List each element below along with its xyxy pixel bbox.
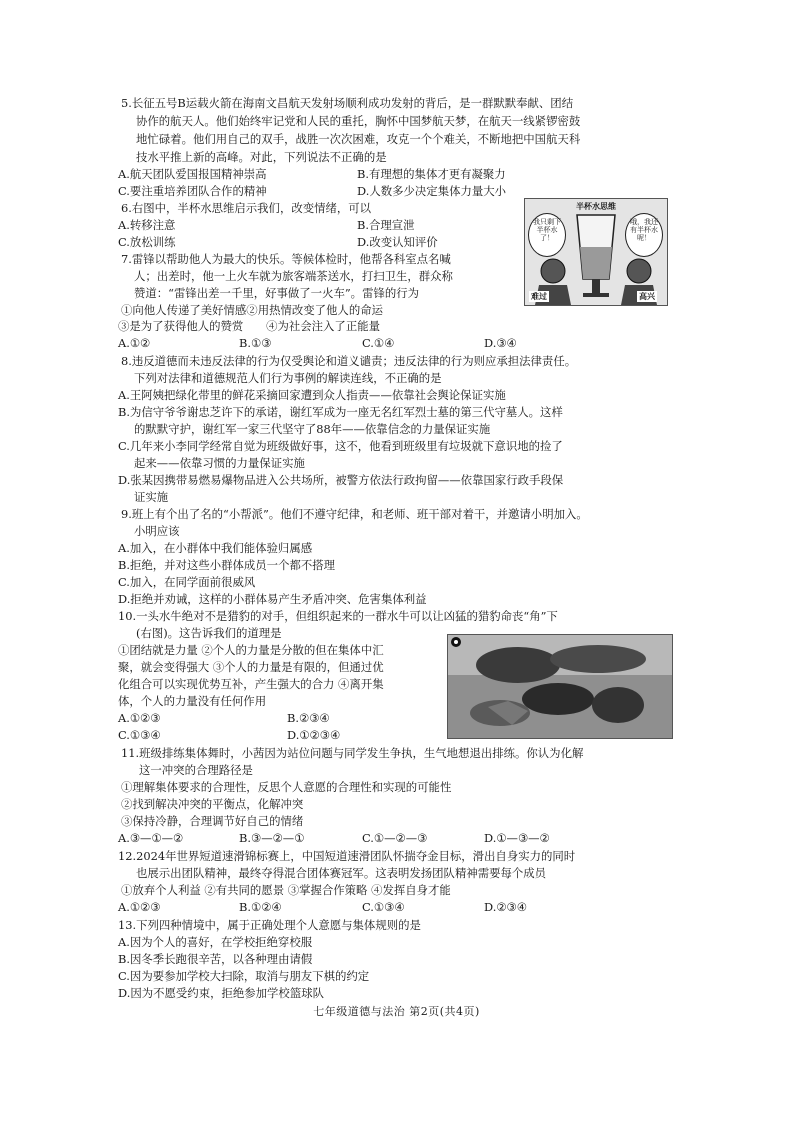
q10-stem-line-1: 10.一头水牛绝对不是猎豹的对手，但组织起来的一群水牛可以让凶猛的猎豹命丧“角”下 [118,609,558,623]
q11-statement-1: ①理解集体要求的合理性，反思个人意愿的合理性和实现的可能性 [121,780,452,794]
q9-stem-line-1: 9.班上有个出了名的“小帮派”。他们不遵守纪律，和老师、班干部对着干，并邀请小明加入。 [121,507,588,521]
q12-stem-line-1: 12.2024年世界短道速滑锦标赛上，中国短道速滑团队怀揣夺金目标，滑出自身实力的同时 [118,849,576,863]
q12-option-d[interactable]: D.②③④ [484,900,527,914]
q10-option-a[interactable]: A.①②③ [118,711,161,725]
sad-label: 难过 [531,291,547,301]
q5-option-b[interactable]: B.有理想的集体才更有凝聚力 [357,167,506,181]
q6-option-b[interactable]: B.合理宣泄 [357,218,415,232]
q7-option-b[interactable]: B.①③ [239,336,272,350]
q12-option-b[interactable]: B.①②④ [239,900,282,914]
q10-statement-line-1: ①团结就是力量 ②个人的力量是分散的但在集体中汇 [118,643,384,657]
q10-statement-line-3: 化组合可以实现优势互补，产生强大的合力 ④离开集 [118,677,384,691]
q7-stem-line-1: 7.雷锋以帮助他人为最大的快乐。等候体检时，他帮各科室点名喊 [121,252,451,266]
q5-stem-line-2: 协作的航天人。他们始终牢记党和人民的重托，胸怀中国梦航天梦，在航天一线紧锣密鼓 [136,114,581,128]
q12-option-c[interactable]: C.①③④ [362,900,405,914]
half-cup-cartoon-title: 半杯水思维 [576,201,616,211]
q10-option-d[interactable]: D.①②③④ [287,728,341,742]
q13-option-d[interactable]: D.因为不愿受约束，拒绝参加学校篮球队 [118,986,324,1000]
q6-option-a[interactable]: A.转移注意 [118,218,176,232]
q8-stem-line-1: 8.违反道德而未违反法律的行为仅受舆论和道义谴责；违反法律的行为则应承担法律责任。 [121,354,577,368]
q8-option-b-line-2: 的默默守护，谢红军一家三代坚守了88年——依靠信念的力量保证实施 [134,422,491,436]
q13-stem: 13.下列四种情境中，属于正确处理个人意愿与集体规则的是 [118,918,421,932]
q11-stem-line-2: 这一冲突的合理路径是 [139,763,253,777]
q8-option-a[interactable]: A.王阿姨把绿化带里的鲜花采摘回家遭到众人指责——依靠社会舆论保证实施 [118,388,506,402]
q5-stem-line-3: 地忙碌着。他们用自己的双手，战胜一次次困难，攻克一个个难关，不断地把中国航天科 [136,132,581,146]
q7-option-d[interactable]: D.③④ [484,336,517,350]
q6-option-d[interactable]: D.改变认知评价 [357,235,438,249]
q7-option-c[interactable]: C.①④ [362,336,395,350]
right-speech-bubble: 哦，我还有半杯水呢！ [625,213,663,257]
q12-option-a[interactable]: A.①②③ [118,900,161,914]
q5-stem-line-1: 5.长征五号B运载火箭在海南文昌航天发射场顺利成功发射的背后，是一群默默奉献、团结 [121,96,574,110]
q5-stem-line-4: 技水平推上新的高峰。对此，下列说法不正确的是 [136,150,387,164]
q8-option-c-line-2: 起来——依靠习惯的力量保证实施 [134,456,305,470]
q11-option-c[interactable]: C.①—②—③ [362,831,428,845]
q7-stem-line-3: 赞道：“雷锋出差一千里，好事做了一火车”。雷锋的行为 [134,286,420,300]
half-cup-illustration [525,199,667,305]
page-footer: 七年级道德与法治 第2页(共4页) [313,1005,480,1018]
q10-statement-line-2: 聚，就会变得强大 ③个人的力量是有限的，但通过优 [118,660,384,674]
q9-stem-line-2: 小明应该 [134,524,180,538]
q13-option-a[interactable]: A.因为个人的喜好，在学校拒绝穿校服 [118,935,313,949]
left-speech-bubble: 我只剩下半杯水了！ [528,213,566,257]
q11-statement-2: ②找到解决冲突的平衡点，化解冲突 [121,797,304,811]
q8-option-b-line-1[interactable]: B.为信守爷爷谢忠芝许下的承诺，谢红军成为一座无名红军烈士墓的第三代守墓人。这样 [118,405,563,419]
q9-option-d[interactable]: D.拒绝并劝诫，这样的小群体易产生矛盾冲突、危害集体利益 [118,592,427,606]
q9-option-a[interactable]: A.加入，在小群体中我们能体验归属感 [118,541,313,555]
q5-option-d[interactable]: D.人数多少决定集体力量大小 [357,184,507,198]
q12-stem-line-2: 也展示出团队精神，最终夺得混合团体赛冠军。这表明发扬团队精神需要每个成员 [136,866,547,880]
happy-label: 高兴 [639,291,655,301]
q11-option-d[interactable]: D.①—③—② [484,831,550,845]
q7-statement-line-2: ③是为了获得他人的赞赏 ④为社会注入了正能量 [118,319,380,333]
q9-option-c[interactable]: C.加入，在同学面前很威风 [118,575,256,589]
q13-option-c[interactable]: C.因为要参加学校大扫除，取消与朋友下棋的约定 [118,969,370,983]
q6-stem: 6.右图中，半杯水思维启示我们，改变情绪，可以 [121,201,372,215]
half-cup-cartoon [524,198,668,306]
q10-option-b[interactable]: B.②③④ [287,711,330,725]
q13-option-b[interactable]: B.因冬季长跑很辛苦，以各种理由请假 [118,952,313,966]
q10-stem-line-2: (右图)。这告诉我们的道理是 [136,626,282,640]
q8-option-d-line-2: 证实施 [134,490,169,504]
q7-statement-line-1: ①向他人传递了美好情感②用热情改变了他人的命运 [121,303,383,317]
q6-option-c[interactable]: C.放松训练 [118,235,176,249]
q7-stem-line-2: 人；出差时，他一上火车就为旅客端茶送水，打扫卫生，群众称 [134,269,453,283]
q5-option-a[interactable]: A.航天团队爱国报国精神崇高 [118,167,267,181]
q5-option-c[interactable]: C.要注重培养团队合作的精神 [118,184,267,198]
q10-statement-line-4: 体，个人的力量没有任何作用 [118,694,267,708]
q7-option-a[interactable]: A.①② [118,336,151,350]
q11-option-b[interactable]: B.③—②—① [239,831,305,845]
q9-option-b[interactable]: B.拒绝，并对这些小群体成员一个都不搭理 [118,558,336,572]
q11-statement-3: ③保持冷静，合理调节好自己的情绪 [121,814,304,828]
q8-option-d-line-1[interactable]: D.张某因携带易燃易爆物品进入公共场所，被警方依法行政拘留——依靠国家行政手段保 [118,473,564,487]
q8-option-c-line-1[interactable]: C.几年来小李同学经常自觉为班级做好事，这不，他看到班级里有垃圾就下意识地的捡了 [118,439,563,453]
q11-option-a[interactable]: A.③—①—② [118,831,184,845]
q10-option-c[interactable]: C.①③④ [118,728,161,742]
q8-stem-line-2: 下列对法律和道德规范人们行为事例的解读连线，不正确的是 [134,371,442,385]
buffalo-photo [447,634,673,739]
q12-statements: ①放弃个人利益 ②有共同的愿景 ③掌握合作策略 ④发挥自身才能 [121,883,451,897]
buffalo-photo-illustration [448,635,672,738]
q11-stem-line-1: 11.班级排练集体舞时，小茜因为站位问题与同学发生争执，生气地想退出排练。你认为化解 [121,746,584,760]
